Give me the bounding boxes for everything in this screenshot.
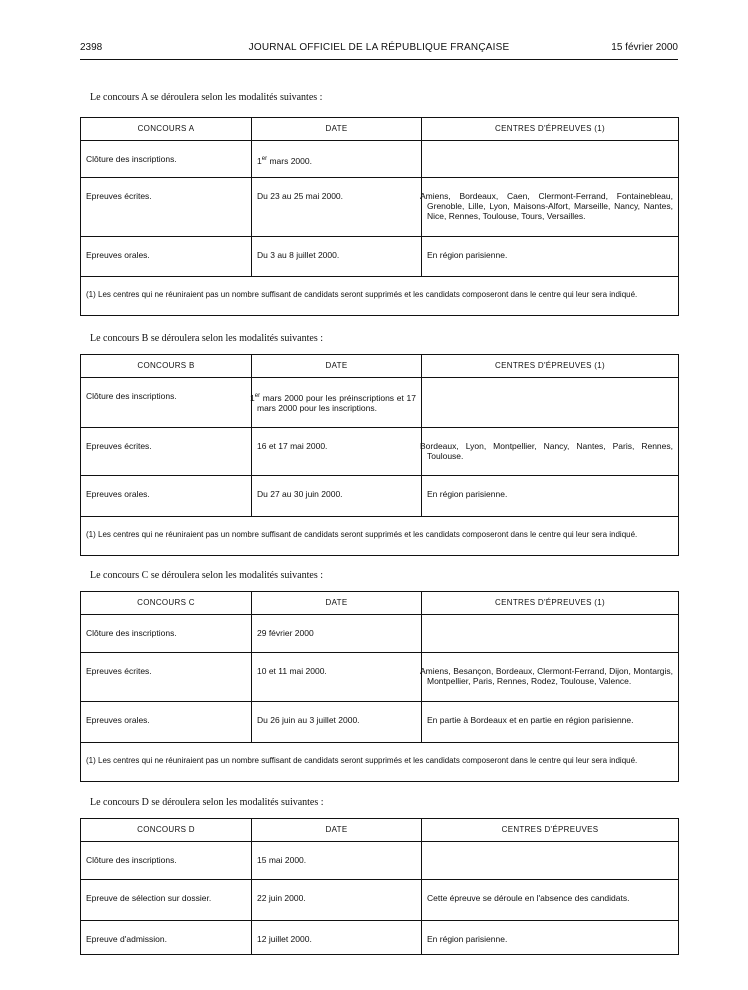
table-row bbox=[81, 653, 679, 702]
row-label: Epreuve d'admission. bbox=[81, 921, 252, 955]
header-concours: CONCOURS A bbox=[81, 118, 252, 141]
table-row bbox=[81, 880, 679, 921]
row-centres bbox=[422, 141, 679, 178]
row-date: 10 et 11 mai 2000. bbox=[252, 653, 422, 702]
row-label: Epreuves écrites. bbox=[81, 428, 252, 476]
header-centres: CENTRES D'ÉPREUVES (1) bbox=[422, 355, 679, 378]
table-header-row bbox=[81, 118, 679, 141]
ordinal-suffix: er bbox=[261, 156, 268, 162]
header-centres: CENTRES D'ÉPREUVES bbox=[422, 819, 679, 842]
header-concours: CONCOURS C bbox=[81, 592, 252, 615]
row-centres bbox=[422, 378, 679, 428]
table-row bbox=[81, 141, 679, 178]
row-centres: Cette épreuve se déroule en l'absence des candidats. bbox=[422, 880, 679, 921]
row-centres: En partie à Bordeaux et en partie en région parisienne. bbox=[422, 702, 679, 743]
row-date: 16 et 17 mai 2000. bbox=[252, 428, 422, 476]
date-day: 1 bbox=[257, 155, 262, 166]
page-header bbox=[80, 42, 678, 56]
table-row bbox=[81, 842, 679, 880]
row-centres bbox=[422, 615, 679, 653]
table-row bbox=[81, 921, 679, 955]
table-footnote-row bbox=[81, 517, 679, 556]
concours-d-intro: Le concours D se déroulera selon les modalités suivantes : bbox=[90, 797, 324, 808]
row-centres: En région parisienne. bbox=[422, 476, 679, 517]
row-date: Du 23 au 25 mai 2000. bbox=[252, 178, 422, 237]
row-label: Epreuves écrites. bbox=[81, 653, 252, 702]
row-centres: En région parisienne. bbox=[422, 921, 679, 955]
header-rule bbox=[80, 59, 678, 60]
row-label: Clôture des inscriptions. bbox=[81, 141, 252, 178]
table-footnote-row bbox=[81, 277, 679, 316]
row-date: 12 juillet 2000. bbox=[252, 921, 422, 955]
concours-b-intro: Le concours B se déroulera selon les modalités suivantes : bbox=[90, 333, 323, 344]
header-date: DATE bbox=[252, 592, 422, 615]
table-row bbox=[81, 702, 679, 743]
table-row bbox=[81, 178, 679, 237]
row-label: Clôture des inscriptions. bbox=[81, 378, 252, 428]
footnote: (1) Les centres qui ne réuniraient pas un nombre suffisant de candidats seront supprimés et les candidats composeront dans le centre qui leur sera indiqué. bbox=[81, 743, 679, 782]
row-date: 15 mai 2000. bbox=[252, 842, 422, 880]
table-footnote-row bbox=[81, 743, 679, 782]
row-centres: Amiens, Besançon, Bordeaux, Clermont-Ferrand, Dijon, Montargis, Montpellier, Paris, Rennes, Rodez, Toulouse, Valence. bbox=[422, 653, 679, 702]
row-label: Epreuves orales. bbox=[81, 476, 252, 517]
header-centres: CENTRES D'ÉPREUVES (1) bbox=[422, 592, 679, 615]
row-date: Du 27 au 30 juin 2000. bbox=[252, 476, 422, 517]
row-label: Epreuves orales. bbox=[81, 237, 252, 277]
journal-title: JOURNAL OFFICIEL DE LA RÉPUBLIQUE FRANÇAISE bbox=[248, 42, 510, 53]
concours-a-intro: Le concours A se déroulera selon les modalités suivantes : bbox=[90, 92, 323, 103]
header-date: DATE bbox=[252, 118, 422, 141]
table-row bbox=[81, 428, 679, 476]
date-rest: mars 2000 pour les préinscriptions et 17 mars 2000 pour les inscriptions. bbox=[257, 392, 416, 413]
header-date: DATE bbox=[252, 819, 422, 842]
row-date bbox=[252, 378, 422, 428]
table-row bbox=[81, 378, 679, 428]
concours-a-table bbox=[80, 117, 679, 316]
table-header-row bbox=[81, 819, 679, 842]
row-centres: Amiens, Bordeaux, Caen, Clermont-Ferrand, Fontainebleau, Grenoble, Lille, Lyon, Maisons-Alfort, Marseille, Nancy, Nantes, Nice, Rennes, Toulouse, Tours, Versailles. bbox=[422, 178, 679, 237]
row-label: Epreuve de sélection sur dossier. bbox=[81, 880, 252, 921]
row-date: Du 3 au 8 juillet 2000. bbox=[252, 237, 422, 277]
concours-d-table bbox=[80, 818, 679, 955]
concours-b-table bbox=[80, 354, 679, 556]
row-date: Du 26 juin au 3 juillet 2000. bbox=[252, 702, 422, 743]
row-date: 29 février 2000 bbox=[252, 615, 422, 653]
table-header-row bbox=[81, 355, 679, 378]
table-row bbox=[81, 615, 679, 653]
date-rest: mars 2000. bbox=[267, 155, 312, 166]
row-label: Epreuves orales. bbox=[81, 702, 252, 743]
row-centres: En région parisienne. bbox=[422, 237, 679, 277]
header-concours: CONCOURS B bbox=[81, 355, 252, 378]
row-centres: Bordeaux, Lyon, Montpellier, Nancy, Nantes, Paris, Rennes, Toulouse. bbox=[422, 428, 679, 476]
header-concours: CONCOURS D bbox=[81, 819, 252, 842]
footnote: (1) Les centres qui ne réuniraient pas un nombre suffisant de candidats seront supprimés et les candidats composeront dans le centre qui leur sera indiqué. bbox=[81, 277, 679, 316]
page-number: 2398 bbox=[80, 42, 103, 53]
row-date: 22 juin 2000. bbox=[252, 880, 422, 921]
table-header-row bbox=[81, 592, 679, 615]
row-centres bbox=[422, 842, 679, 880]
date-day: 1 bbox=[250, 392, 255, 403]
concours-c-table bbox=[80, 591, 679, 782]
row-label: Clôture des inscriptions. bbox=[81, 615, 252, 653]
row-label: Clôture des inscriptions. bbox=[81, 842, 252, 880]
concours-c-intro: Le concours C se déroulera selon les modalités suivantes : bbox=[90, 570, 323, 581]
row-date bbox=[252, 141, 422, 178]
row-label: Epreuves écrites. bbox=[81, 178, 252, 237]
header-centres: CENTRES D'ÉPREUVES (1) bbox=[422, 118, 679, 141]
table-row bbox=[81, 476, 679, 517]
issue-date: 15 février 2000 bbox=[611, 42, 678, 53]
ordinal-suffix: er bbox=[254, 393, 261, 399]
table-row bbox=[81, 237, 679, 277]
header-date: DATE bbox=[252, 355, 422, 378]
footnote: (1) Les centres qui ne réuniraient pas un nombre suffisant de candidats seront supprimés et les candidats composeront dans le centre qui leur sera indiqué. bbox=[81, 517, 679, 556]
